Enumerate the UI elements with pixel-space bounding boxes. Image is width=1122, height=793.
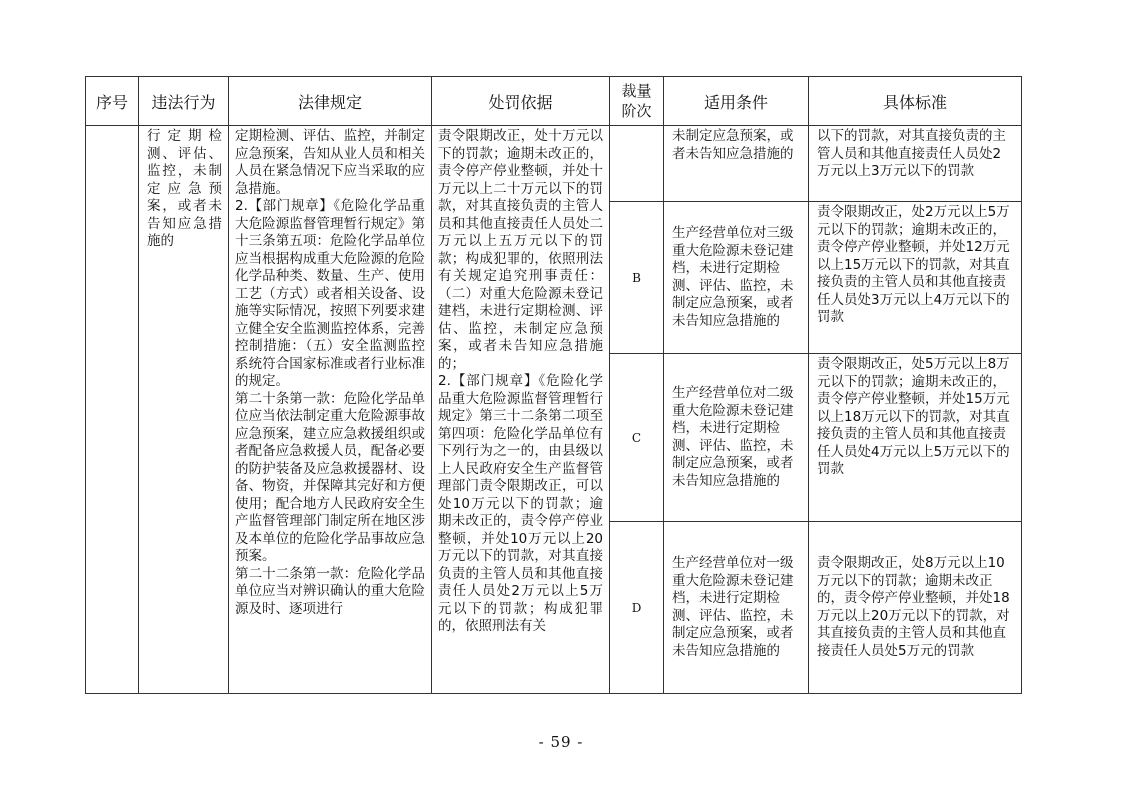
header-law: 法律规定 [229, 77, 432, 126]
header-serial: 序号 [86, 77, 139, 126]
standard-cell [809, 354, 1022, 522]
condition-cell [664, 522, 809, 694]
standard-text: 责令限期改正，处5万元以上8万元以下的罚款；逾期未改正的，责令停产停业整顿，并处15万元以上18万元以下的罚款，对其直接负责的主管人员和其他直接责任人员处4万元以上5万元以下的罚款 [817, 356, 1010, 477]
level-cell: D [610, 522, 664, 694]
basis-cell [432, 126, 610, 694]
condition-text: 未制定应急预案，或者未告知应急措施的 [672, 128, 794, 162]
standard-cell [809, 126, 1022, 202]
level-cell [610, 126, 664, 202]
header-row [86, 77, 1022, 126]
condition-cell [664, 354, 809, 522]
penalty-table [85, 76, 1022, 694]
standard-text: 责令限期改正，处2万元以上5万元以下的罚款；逾期未改正的，责令停产停业整顿，并处12万元以上15万元以下的罚款，对其直接负责的主管人员和其他直接责任人员处3万元以上4万元以下的罚款 [817, 204, 1010, 325]
page-number: - 59 - [538, 733, 584, 751]
law-text: 定期检测、评估、监控，并制定应急预案，告知从业人员和相关人员在紧急情况下应当采取的应急措施。 2.【部门规章】《危险化学品重大危险源监督管理暂行规定》第十三条第五项：危险化学品单位应当根据构成重大危险源的危险化学品种类、数量、生产、使用工艺（方式）或者相关设备、设施等实际情况，按照下列要求建立健全安全监测监控体系，完善控制措施：（五）安全监测监控系统符合国家标准或者行业标准的规定。 第二十条第一款：危险化学品单位应当依法制定重大危险源事故应急预案，建立应急救援组织或者配备应急救援人员，配备必要的防护装备及应急救援器材、设备、物资，并保障其完好和方便使用；配合地方人民政府安全生产监督管理部门制定所在地区涉及本单位的危险化学品事故应急预案。 第二十二条第一款：危险化学品单位应当对辨识确认的重大危险源及时、逐项进行 [235, 128, 425, 617]
violation-text: 行定期检测、评估、监控，未制定应急预案，或者未告知应急措施的 [147, 128, 222, 249]
basis-text: 责令限期改正，处十万元以下的罚款；逾期未改正的，责令停产停业整顿，并处十万元以上二十万元以下的罚款，对其直接负责的主管人员和其他直接责任人员处二万元以上五万元以下的罚款；构成犯罪的，依照刑法有关规定追究刑事责任：（二）对重大危险源未登记建档，未进行定期检测、评估、监控，未制定应急预案，或者未告知应急措施的； 2.【部门规章】《危险化学品重大危险源监督管理暂行规定》第三十二条第二项至第四项：危险化学品单位有下列行为之一的，由县级以上人民政府安全生产监督管理部门责令限期改正，可以处10万元以下的罚款；逾期未改正的，责令停产停业整顿，并处10万元以上20万元以下的罚款，对其直接负责的主管人员和其他直接责任人员处2万元以上5万元以下的罚款；构成犯罪的，依照刑法有关 [438, 128, 603, 634]
law-cell [229, 126, 432, 694]
condition-cell [664, 202, 809, 354]
condition-text: 生产经营单位对一级重大危险源未登记建档，未进行定期检测、评估、监控，未制定应急预案，或者未告知应急措施的 [672, 555, 794, 659]
condition-cell [664, 126, 809, 202]
standard-cell [809, 202, 1022, 354]
serial-cell [86, 126, 139, 694]
header-standard: 具体标准 [809, 77, 1022, 126]
standard-text: 以下的罚款，对其直接负责的主管人员和其他直接责任人员处2万元以上3万元以下的罚款 [817, 128, 1006, 179]
header-condition: 适用条件 [664, 77, 809, 126]
condition-text: 生产经营单位对二级重大危险源未登记建档，未进行定期检测、评估、监控，未制定应急预案，或者未告知应急措施的 [672, 385, 794, 489]
table-row [86, 126, 1022, 202]
header-violation: 违法行为 [139, 77, 229, 126]
condition-text: 生产经营单位对三级重大危险源未登记建档，未进行定期检测、评估、监控，未制定应急预案，或者未告知应急措施的 [672, 225, 794, 329]
level-cell: C [610, 354, 664, 522]
standard-cell [809, 522, 1022, 694]
level-cell: B [610, 202, 664, 354]
violation-cell [139, 126, 229, 694]
header-basis: 处罚依据 [432, 77, 610, 126]
header-level: 裁量 阶次 [610, 77, 664, 126]
standard-text: 责令限期改正，处8万元以上10万元以下的罚款；逾期未改正的，责令停产停业整顿，并处18万元以上20万元以下的罚款，对其直接负责的主管人员和其他直接责任人员处5万元的罚款 [817, 555, 1010, 659]
